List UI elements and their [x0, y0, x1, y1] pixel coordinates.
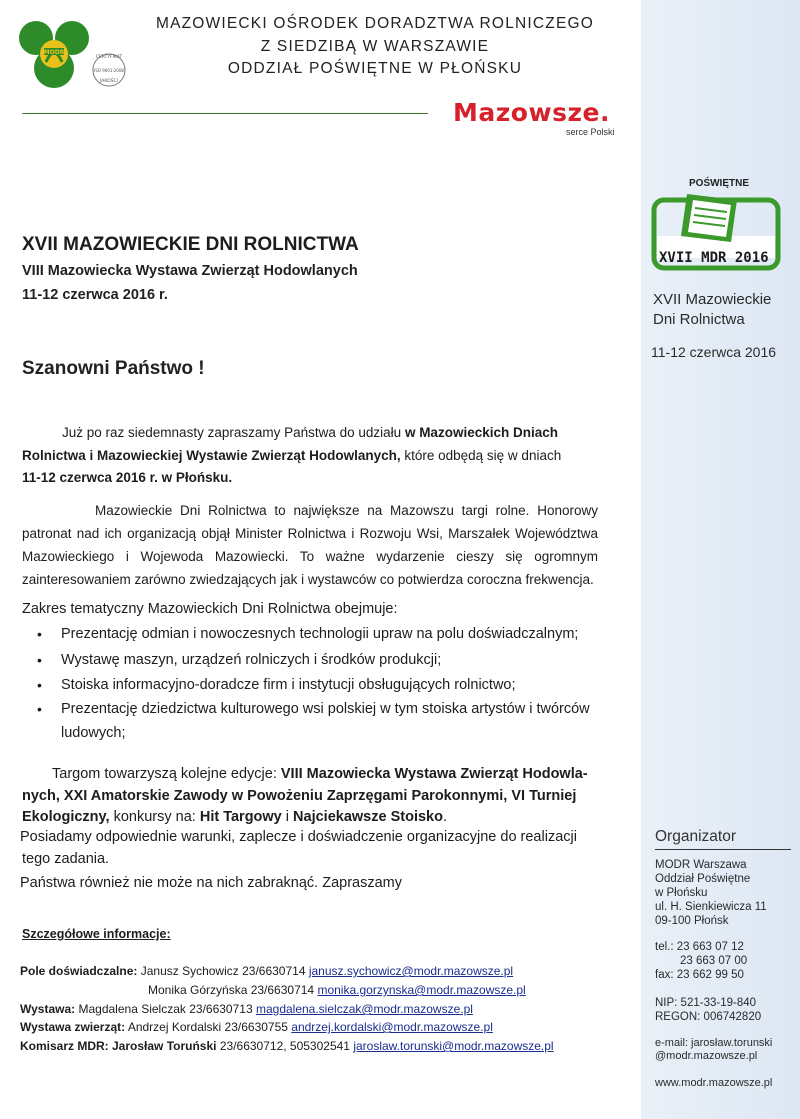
contact-email-link[interactable]: magdalena.sielczak@modr.mazowsze.pl: [255, 1002, 473, 1016]
org-street: ul. H. Sienkiewicza 11: [655, 901, 767, 913]
contact-label: Pole doświadczalne:: [20, 964, 138, 978]
right-sidebar: [641, 0, 800, 1119]
org-website: www.modr.mazowsze.pl: [655, 1077, 773, 1089]
contact-text: 23/6630712, 505302541: [219, 1039, 350, 1053]
scope-item-4: Prezentację dziedzictwa kulturowego wsi polskiej w tym stoiska artystów i twórców: [61, 701, 590, 717]
event-line-1: XVII Mazowieckie: [653, 291, 772, 308]
org-name-2: Oddział Poświętne: [655, 873, 751, 885]
para1-line1: [62, 425, 558, 440]
cert-iso: ISO 9001:2008: [94, 68, 124, 73]
para2-line2: patronat nad ich organizacją objął Minister Rolnictwa i Rozwoju Wsi, Marszałek Województwa: [22, 526, 598, 541]
brand-tagline: serce Polski: [566, 127, 615, 137]
contact-email-link[interactable]: monika.gorzynska@modr.mazowsze.pl: [317, 983, 526, 997]
details-heading: Szczegółowe informacje:: [22, 927, 171, 941]
org-tel-1: tel.: 23 663 07 12: [655, 941, 744, 953]
para1-text-e: 11-12 czerwca 2016 r. w Płońsku.: [22, 470, 233, 485]
para1-text-a: Już po raz siedemnasty zapraszamy Państwa do udziału: [62, 425, 402, 440]
contact-row-field: [20, 964, 513, 978]
contact-text: Janusz Sychowicz 23/6630714: [140, 964, 306, 978]
scope-item-2: Wystawę maszyn, urządzeń rolniczych i środków produkcji;: [61, 652, 442, 668]
bullet-icon: •: [37, 652, 42, 668]
badge-label: XVII MDR 2016: [659, 250, 769, 266]
bullet-icon: •: [37, 626, 42, 642]
contact-row-commissioner: [20, 1039, 554, 1053]
cert-text: CERTYFIKAT: [95, 55, 123, 60]
org-name-line-1: MAZOWIECKI OŚRODEK DORADZTWA ROLNICZEGO: [155, 15, 595, 32]
scope-intro: Zakres tematyczny Mazowieckich Dni Rolnictwa obejmuje:: [22, 601, 398, 617]
scope-item-4-cont: ludowych;: [61, 725, 126, 741]
badge-top-label: POŚWIĘTNE: [689, 178, 750, 189]
scope-item-3: Stoiska informacyjno-doradcze firm i instytucji obsługujących rolnictwo;: [61, 677, 516, 693]
event-subtitle: VIII Mazowiecka Wystawa Zwierząt Hodowlanych: [22, 263, 358, 279]
modr-logo-text: MODR: [43, 49, 65, 56]
para1-text-d: które odbędą się w dniach: [404, 448, 562, 463]
event-date: 11-12 czerwca 2016: [651, 344, 777, 360]
para2-line4: zainteresowaniem zarówno zwiedzających jak i wystawców co potwierdza coroczna frekwencja.: [22, 572, 594, 587]
header-divider: [22, 113, 428, 114]
para4-line2: tego zadania.: [22, 851, 110, 867]
organizer-underline: [655, 849, 791, 850]
bullet-icon: •: [37, 677, 42, 693]
para3-text-a: Targom towarzyszą kolejne edycje:: [52, 766, 277, 782]
org-name-line-2: Z SIEDZIBĄ W WARSZAWIE: [260, 38, 490, 55]
org-name-line-3: ODDZIAŁ POŚWIĘTNE W PŁOŃSKU: [227, 60, 523, 77]
contact-email-link[interactable]: jaroslaw.torunski@modr.mazowsze.pl: [353, 1039, 554, 1053]
para4-line1: Posiadamy odpowiednie warunki, zaplecze i doświadczenie organizacyjne do realizacji: [20, 829, 577, 845]
para1-line2: [22, 448, 561, 463]
contact-label: Komisarz MDR: Jarosław Toruński: [20, 1039, 217, 1053]
org-tel-2: 23 663 07 00: [680, 955, 748, 967]
scope-item-1: Prezentację odmian i nowoczesnych technologii upraw na polu doświadczalnym;: [61, 626, 579, 642]
contact-text: Andrzej Kordalski 23/6630755: [127, 1020, 288, 1034]
para3-line1: [52, 766, 588, 782]
org-name-3: w Płońsku: [655, 887, 708, 899]
organizer-heading: Organizator: [655, 828, 736, 845]
org-email-1: e-mail: jarosław.torunski: [655, 1037, 773, 1049]
cert-quality: JAKOŚCI: [100, 79, 118, 84]
contact-row-exhibition: [20, 1002, 473, 1016]
event-title: XVII MAZOWIECKIE DNI ROLNICTWA: [22, 234, 359, 255]
para3-text-g: i: [285, 809, 290, 825]
contact-row-field-2: [148, 983, 526, 997]
para4-line3: Państwa również nie może na nich zabraknąć. Zapraszamy: [20, 875, 403, 891]
org-name-1: MODR Warszawa: [655, 859, 747, 871]
modr-logo: [12, 8, 132, 98]
greeting: Szanowni Państwo !: [22, 358, 205, 379]
org-city: 09-100 Płońsk: [655, 915, 729, 927]
para3-text-e: konkursy na:: [113, 809, 196, 825]
para1-text-b: w Mazowieckich Dniach: [404, 425, 558, 440]
contact-label: Wystawa zwierząt:: [20, 1020, 126, 1034]
para3-text-h: Najciekawsze Stoisko: [293, 809, 443, 825]
bullet-icon: •: [37, 701, 42, 717]
org-nip: NIP: 521-33-19-840: [655, 997, 757, 1009]
para3-line3: [22, 809, 447, 825]
event-line-2: Dni Rolnictwa: [653, 311, 745, 328]
event-dates: 11-12 czerwca 2016 r.: [22, 287, 168, 303]
org-regon: REGON: 006742820: [655, 1011, 762, 1023]
mazowsze-brand-logo: Mazowsze.: [453, 98, 610, 127]
para3-text-b: VIII Mazowiecka Wystawa Zwierząt Hodowla-: [280, 766, 588, 782]
contact-email-link[interactable]: andrzej.kordalski@modr.mazowsze.pl: [291, 1020, 493, 1034]
para2-line3: Mazowieckiego i Wojewoda Mazowiecki. To ważne wydarzenie cieszy się ogromnym: [22, 549, 598, 564]
para3-text-i: .: [442, 809, 447, 825]
contact-text: Monika Górzyńska 23/6630714: [148, 983, 315, 997]
contact-email-link[interactable]: janusz.sychowicz@modr.mazowsze.pl: [308, 964, 514, 978]
para1-text-c: Rolnictwa i Mazowieckiej Wystawie Zwierząt Hodowlanych,: [22, 448, 401, 463]
contact-text: Magdalena Sielczak 23/6630713: [78, 1002, 253, 1016]
para3-text-d: Ekologiczny,: [22, 809, 110, 825]
contact-label: Wystawa:: [20, 1002, 76, 1016]
para2-line1: Mazowieckie Dni Rolnictwa to największe na Mazowszu targi rolne. Honorowy: [95, 503, 598, 518]
para3-text-c: nych, XXI Amatorskie Zawody w Powożeniu Zaprzęgami Parokonnymi, VI Turniej: [22, 788, 577, 804]
contact-row-animals: [20, 1020, 493, 1034]
para3-text-f: Hit Targowy: [199, 809, 282, 825]
org-fax: fax: 23 662 99 50: [655, 969, 744, 981]
org-email-2: @modr.mazowsze.pl: [655, 1050, 758, 1062]
